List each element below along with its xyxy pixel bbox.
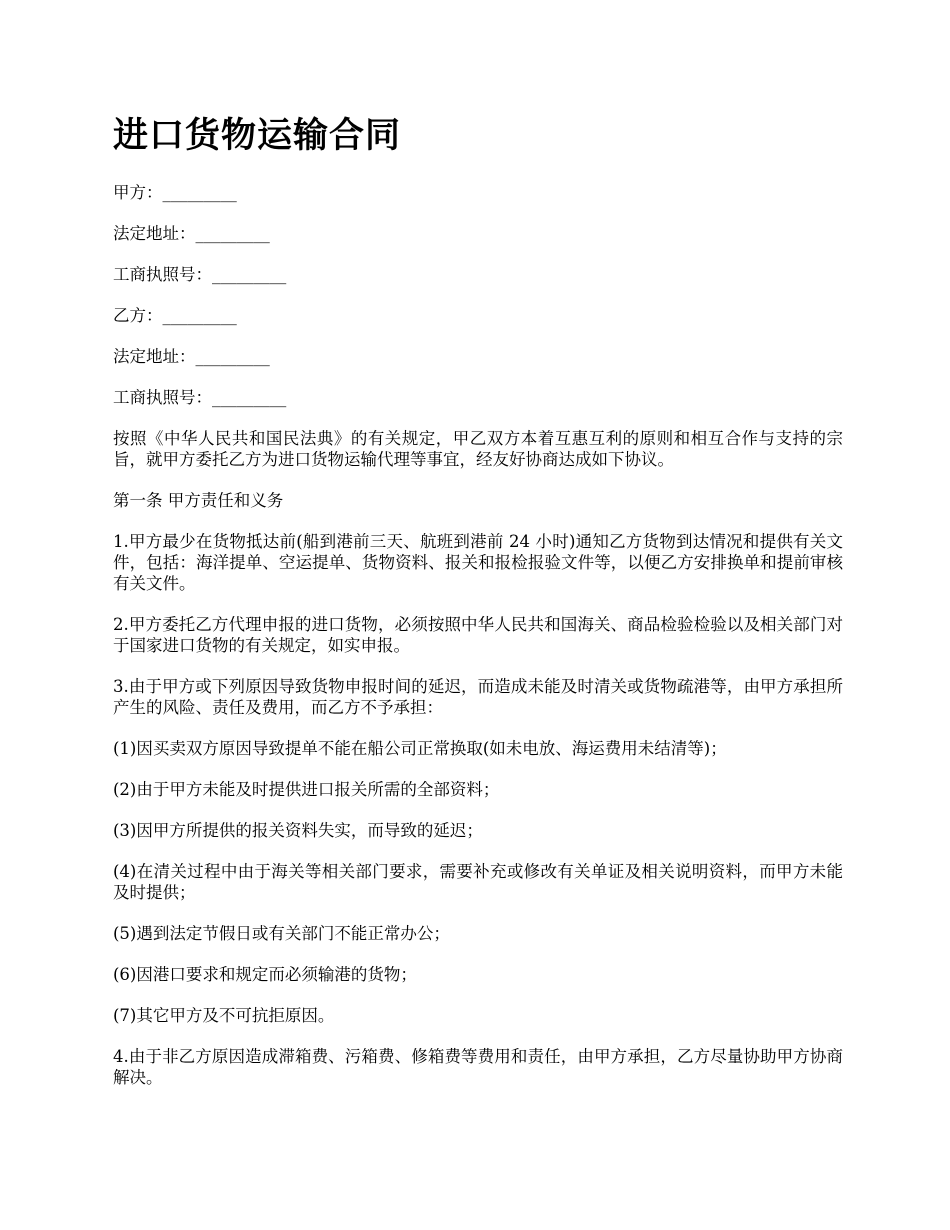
party-a-line: 甲方：_________ bbox=[113, 183, 237, 202]
clause-3-item-5: (5)遇到法定节假日或有关部门不能正常办公； bbox=[113, 924, 450, 943]
clause-3-item-6: (6)因港口要求和规定而必须输港的货物； bbox=[113, 965, 417, 984]
preamble-paragraph: 按照《中华人民共和国民法典》的有关规定，甲乙双方本着互惠互利的原则和相互合作与支持的宗旨，就甲方委托乙方为进口货物运输代理等事宜，经友好协商达成如下协议。 bbox=[113, 429, 843, 469]
clause-3-item-1: (1)因买卖双方原因导致提单不能在船公司正常换取(如未电放、海运费用未结清等)； bbox=[113, 739, 727, 758]
party-a-license-line: 工商执照号：_________ bbox=[113, 265, 287, 284]
clause-3-item-7: (7)其它甲方及不可抗拒原因。 bbox=[113, 1006, 335, 1025]
clause-1: 1.甲方最少在货物抵达前(船到港前三天、航班到港前 24 小时)通知乙方货物到达情况和提供有关文件，包括：海洋提单、空运提单、货物资料、报关和报检报验文件等，以便乙方安排换单和提前审核有关文件。 bbox=[113, 532, 843, 593]
article-1-heading: 第一条 甲方责任和义务 bbox=[113, 491, 284, 510]
party-b-address-line: 法定地址：_________ bbox=[113, 347, 270, 366]
document-title: 进口货物运输合同 bbox=[113, 116, 402, 156]
clause-3-item-4: (4)在清关过程中由于海关等相关部门要求，需要补充或修改有关单证及相关说明资料，而甲方未能及时提供； bbox=[113, 862, 843, 902]
party-a-address-line: 法定地址：_________ bbox=[113, 224, 270, 243]
party-b-license-line: 工商执照号：_________ bbox=[113, 388, 287, 407]
clause-3: 3.由于甲方或下列原因导致货物申报时间的延迟，而造成未能及时清关或货物疏港等，由甲方承担所产生的风险、责任及费用，而乙方不予承担： bbox=[113, 677, 843, 717]
party-b-line: 乙方：_________ bbox=[113, 306, 237, 325]
clause-3-item-2: (2)由于甲方未能及时提供进口报关所需的全部资料； bbox=[113, 780, 500, 799]
document-page bbox=[113, 112, 843, 1108]
clause-4: 4.由于非乙方原因造成滞箱费、污箱费、修箱费等费用和责任，由甲方承担，乙方尽量协助甲方协商解决。 bbox=[113, 1047, 843, 1087]
clause-2: 2.甲方委托乙方代理申报的进口货物，必须按照中华人民共和国海关、商品检验检验以及相关部门对于国家进口货物的有关规定，如实申报。 bbox=[113, 615, 843, 655]
clause-3-item-3: (3)因甲方所提供的报关资料失实，而导致的延迟； bbox=[113, 821, 483, 840]
